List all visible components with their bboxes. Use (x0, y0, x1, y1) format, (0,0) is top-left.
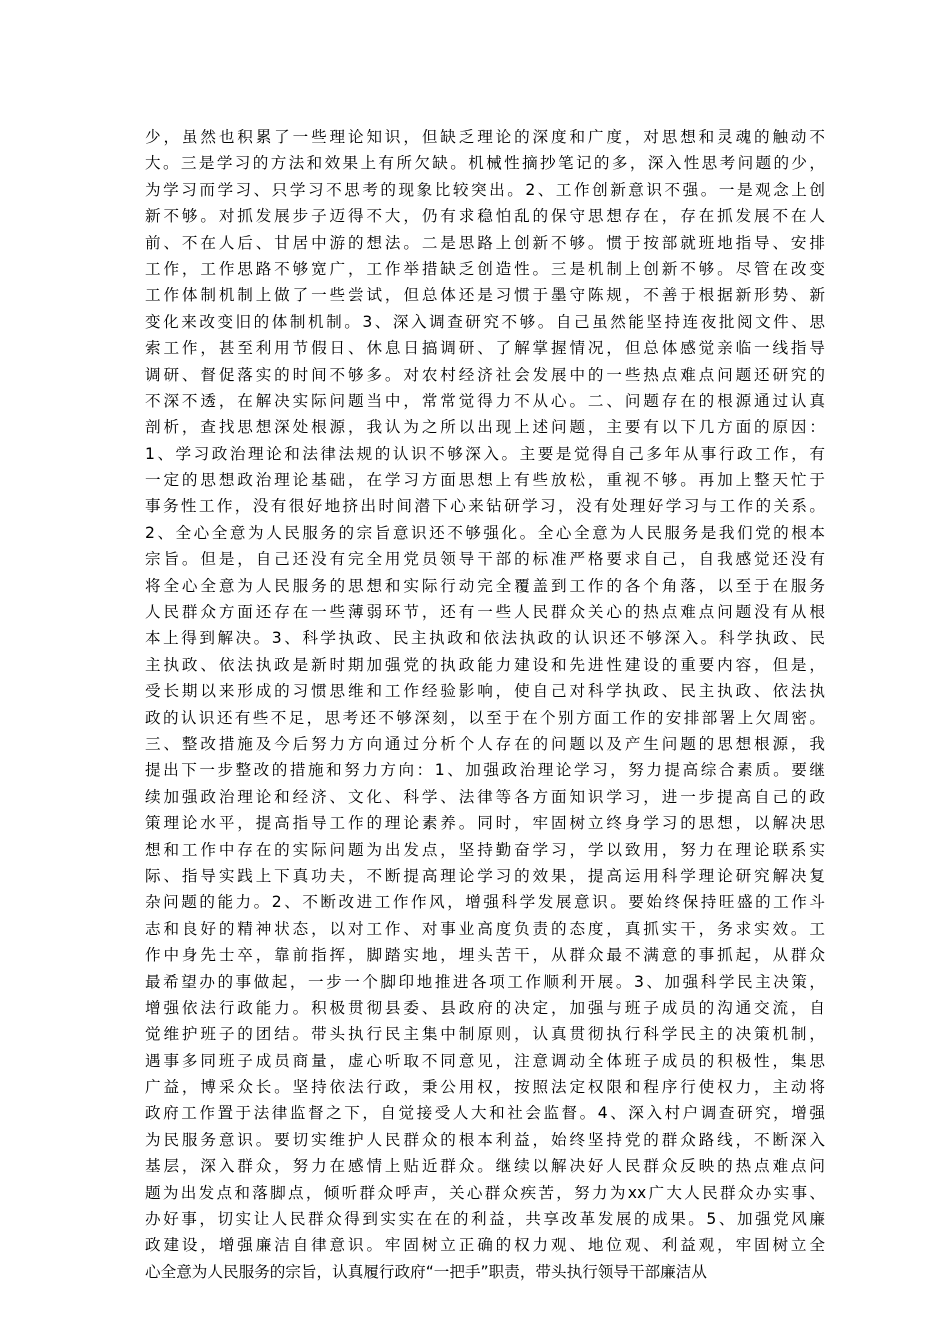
text-line: 广益，博采众长。坚持依法行政，秉公用权，按照法定权限和程序行使权力，主动将 (145, 1078, 825, 1097)
text-line: 最希望办的事做起，一步一个脚印地推进各项工作顺利开展。3、加强科学民主决策， (145, 972, 825, 991)
text-line: 为民服务意识。要切实维护人民群众的根本利益，始终坚持党的群众路线，不断深入 (145, 1130, 825, 1149)
text-line: 际、指导实践上下真功夫，不断提高理论学习的效果，提高运用科学理论研究解决复 (145, 866, 825, 885)
text-line: 政府工作置于法律监督之下，自觉接受人大和社会监督。4、深入村户调查研究，增强 (145, 1104, 825, 1123)
text-line: 工作体制机制上做了一些尝试，但总体还是习惯于墨守陈规，不善于根据新形势、新 (145, 286, 825, 305)
text-line: 提出下一步整改的措施和努力方向：1、加强政治理论学习，努力提高综合素质。要继 (145, 761, 825, 780)
text-line: 觉维护班子的团结。带头执行民主集中制原则，认真贯彻执行科学民主的决策机制， (145, 1025, 825, 1044)
text-line: 变化来改变旧的体制机制。3、深入调查研究不够。自己虽然能坚持连夜批阅文件、思 (145, 312, 825, 331)
text-line: 三、整改措施及今后努力方向通过分析个人存在的问题以及产生问题的思想根源，我 (145, 734, 825, 753)
text-line: 1、学习政治理论和法律法规的认识不够深入。主要是觉得自己多年从事行政工作，有 (145, 444, 825, 463)
text-line: 心全意为人民服务的宗旨，认真履行政府“一把手”职责，带头执行领导干部廉洁从 (145, 1262, 707, 1281)
text-line: 为学习而学习、只学习不思考的现象比较突出。2、工作创新意识不强。一是观念上创 (145, 180, 825, 199)
text-line: 事务性工作，没有很好地挤出时间潜下心来钻研学习，没有处理好学习与工作的关系。 (145, 497, 825, 516)
text-line: 策理论水平，提高指导工作的理论素养。同时，牢固树立终身学习的思想，以解决思 (145, 814, 825, 833)
text-line: 调研、督促落实的时间不够多。对农村经济社会发展中的一些热点难点问题还研究的 (145, 365, 825, 384)
text-line: 2、全心全意为人民服务的宗旨意识还不够强化。全心全意为人民服务是我们党的根本 (145, 523, 825, 542)
text-line: 作中身先士卒，靠前指挥，脚踏实地，埋头苦干，从群众最不满意的事抓起，从群众 (145, 946, 825, 965)
text-line: 人民群众方面还存在一些薄弱环节，还有一些人民群众关心的热点难点问题没有从根 (145, 603, 825, 622)
text-line: 想和工作中存在的实际问题为出发点，坚持勤奋学习，学以致用，努力在理论联系实 (145, 840, 825, 859)
text-line: 工作，工作思路不够宽广，工作举措缺乏创造性。三是机制上创新不够。尽管在改变 (145, 259, 825, 278)
text-line: 索工作，甚至利用节假日、休息日搞调研、了解掌握情况，但总体感觉亲临一线指导 (145, 339, 825, 358)
text-line: 政的认识还有些不足，思考还不够深刻，以至于在个别方面工作的安排部署上欠周密。 (145, 708, 825, 727)
text-line: 基层，深入群众，努力在感情上贴近群众。继续以解决好人民群众反映的热点难点问 (145, 1157, 825, 1176)
text-line: 将全心全意为人民服务的思想和实际行动完全覆盖到工作的各个角落，以至于在服务 (145, 576, 825, 595)
text-line: 主执政、依法执政是新时期加强党的执政能力建设和先进性建设的重要内容，但是， (145, 655, 825, 674)
text-line: 杂问题的能力。2、不断改进工作作风，增强科学发展意识。要始终保持旺盛的工作斗 (145, 893, 825, 912)
text-line: 本上得到解决。3、科学执政、民主执政和依法执政的认识还不够深入。科学执政、民 (145, 629, 825, 648)
text-line: 少，虽然也积累了一些理论知识，但缺乏理论的深度和广度，对思想和灵魂的触动不 (145, 128, 825, 146)
text-line: 前、不在人后、甘居中游的想法。二是思路上创新不够。惯于按部就班地指导、安排 (145, 233, 825, 252)
text-line: 题为出发点和落脚点，倾听群众呼声，关心群众疾苦，努力为xx广大人民群众办实事、 (145, 1183, 825, 1202)
text-line: 大。三是学习的方法和效果上有所欠缺。机械性摘抄笔记的多，深入性思考问题的少， (145, 154, 825, 173)
document-body (145, 124, 825, 1285)
text-line: 政建设，增强廉洁自律意识。牢固树立正确的权力观、地位观、利益观，牢固树立全 (145, 1236, 825, 1255)
text-line: 新不够。对抓发展步子迈得不大，仍有求稳怕乱的保守思想存在，存在抓发展不在人 (145, 207, 825, 226)
text-line: 一定的思想政治理论基础，在学习方面思想上有些放松，重视不够。再加上整天忙于 (145, 471, 825, 490)
text-line: 宗旨。但是，自己还没有完全用党员领导干部的标准严格要求自己，自我感觉还没有 (145, 550, 825, 569)
text-line: 遇事多同班子成员商量，虚心听取不同意见，注意调动全体班子成员的积极性，集思 (145, 1051, 825, 1070)
text-line: 办好事，切实让人民群众得到实实在在的利益，共享改革发展的成果。5、加强党风廉 (145, 1210, 825, 1229)
text-line: 增强依法行政能力。积极贯彻县委、县政府的决定，加强与班子成员的沟通交流，自 (145, 998, 825, 1017)
text-line: 剖析，查找思想深处根源，我认为之所以出现上述问题，主要有以下几方面的原因： (145, 418, 825, 437)
text-line: 志和良好的精神状态，以对工作、对事业高度负责的态度，真抓实干，务求实效。工 (145, 919, 825, 938)
text-line: 受长期以来形成的习惯思维和工作经验影响，使自己对科学执政、民主执政、依法执 (145, 682, 825, 701)
text-line: 不深不透，在解决实际问题当中，常常觉得力不从心。二、问题存在的根源通过认真 (145, 391, 825, 410)
text-line: 续加强政治理论和经济、文化、科学、法律等各方面知识学习，进一步提高自己的政 (145, 787, 825, 806)
